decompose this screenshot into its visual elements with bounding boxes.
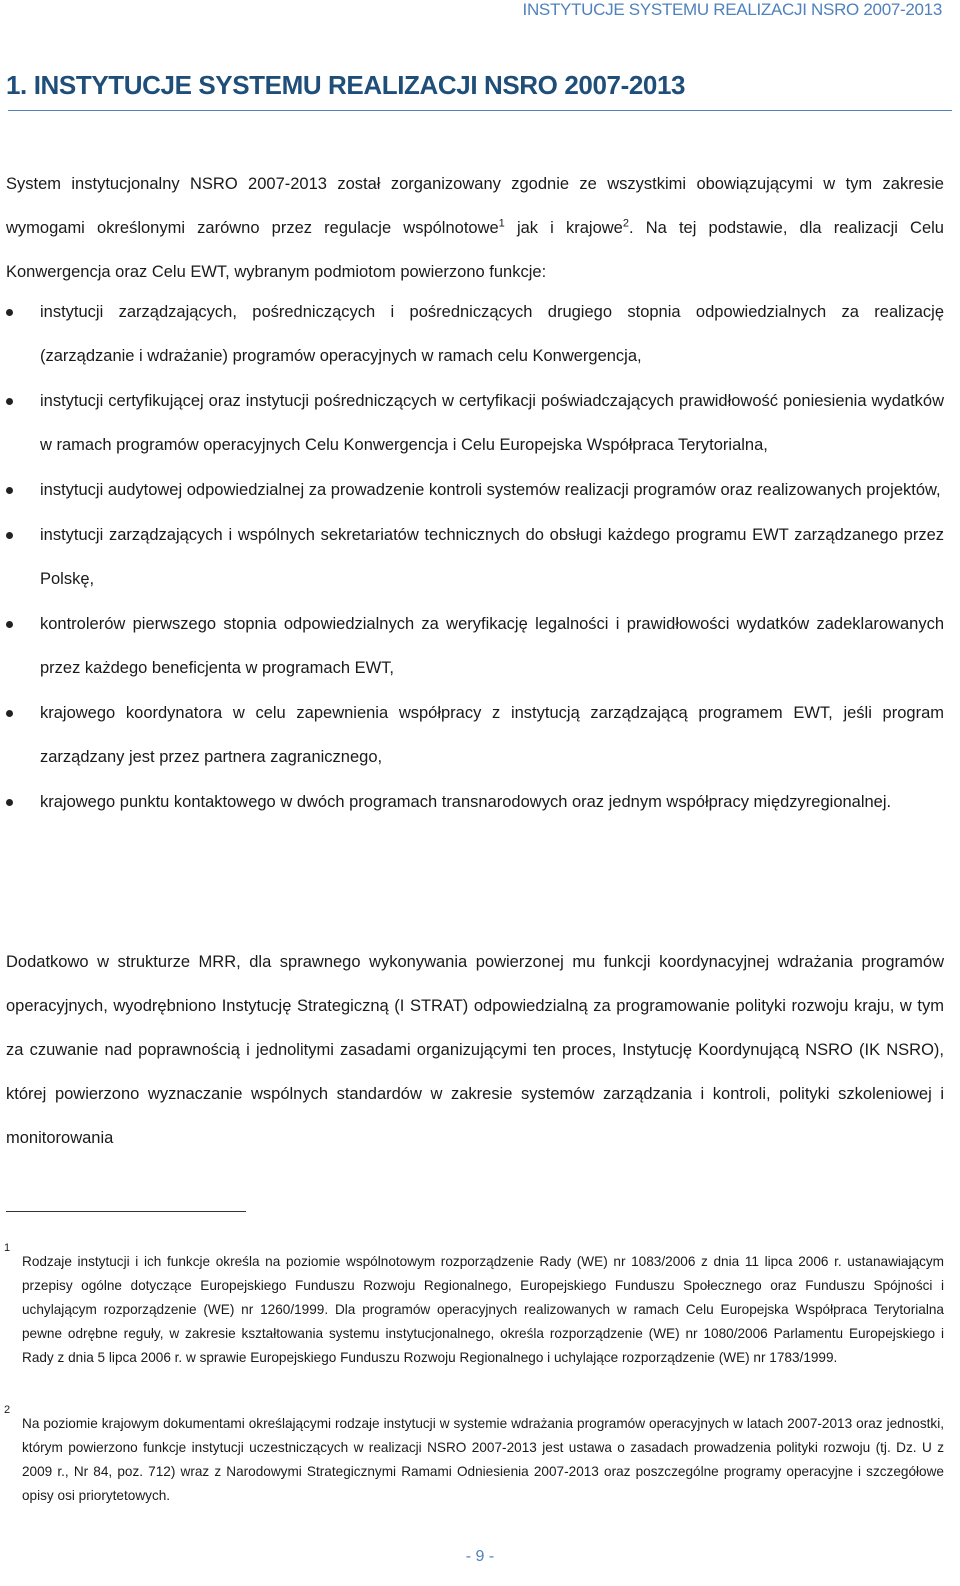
footnote-text: Rodzaje instytucji i ich funkcje określa na poziomie wspólnotowym rozporządzenie Rady (WE) nr 1083/2006 z dnia 11 lipca 2006 r. ustanawiającym przepisy ogólne dotyczące Europejskiego Funduszu Rozwoju Regionalnego, Europejskiego Funduszu Społecznego oraz Funduszu Spójności i uchylającym rozporządzenie (WE) nr 1260/1999. Dla programów operacyjnych realizowanych w ramach Celu Europejska Współpraca Terytorialna pewne odrębne reguły, w zakresie kształtowania systemu instytucjonalnego, określa rozporządzenie (WE) nr 1080/2006 Parlamentu Europejskiego i Rady z dnia 5 lipca 2006 r. w sprawie Europejskiego Funduszu Rozwoju Regionalnego i uchylające rozporządzenie (WE) nr 1783/1999.	[22, 1254, 944, 1365]
footnote-ref-2[interactable]: 2	[622, 217, 629, 230]
list-item-text: instytucji zarządzających i wspólnych sekretariatów technicznych do obsługi każdego programu EWT zarządzanego przez Polskę,	[40, 526, 944, 588]
footnote-separator	[6, 1211, 246, 1212]
list-item-text: instytucji audytowej odpowiedzialnej za prowadzenie kontroli systemów realizacji programów oraz realizowanych projektów,	[40, 481, 941, 499]
intro-text-middle: jak i krajowe	[504, 219, 623, 237]
list-item-text: kontrolerów pierwszego stopnia odpowiedzialnych za weryfikację legalności i prawidłowości wydatków zadeklarowanych przez każdego beneficjenta w programach EWT,	[40, 615, 944, 677]
list-item	[0, 691, 944, 779]
page-number: - 9 -	[465, 1548, 495, 1565]
list-item	[0, 602, 944, 690]
bullet-icon	[6, 710, 13, 717]
list-item-text: instytucji certyfikującej oraz instytucji pośredniczących w certyfikacji poświadczających prawidłowość poniesienia wydatków w ramach programów operacyjnych Celu Konwergencja i Celu Europejska Współpraca Terytorialna,	[40, 392, 944, 454]
footnote-text: Na poziomie krajowym dokumentami określającymi rodzaje instytucji w systemie wdrażania programów operacyjnych w latach 2007-2013 oraz jednostki, którym powierzono funkcje instytucji uczestniczących w realizacji NSRO 2007-2013 jest ustawa o zasadach prowadzenia polityki rozwoju (tj. Dz. U z 2009 r., Nr 84, poz. 712) wraz z Narodowymi Strategicznymi Ramami Odniesienia 2007-2013 oraz poszczególne programy operacyjne i szczegółowe opisy osi priorytetowych.	[22, 1416, 944, 1503]
heading-underline	[8, 110, 952, 111]
list-item	[0, 468, 944, 512]
bullet-icon	[6, 487, 13, 494]
intro-text-start: System instytucjonalny NSRO 2007-2013 został zorganizowany zgodnie ze wszystkimi obowiązującymi w tym zakresie wymogami określonymi zarówno przez regulacje wspólnotowe	[6, 175, 944, 237]
footnote-ref-1[interactable]: 1	[498, 217, 505, 230]
list-item	[0, 290, 944, 378]
running-header: INSTYTUCJE SYSTEMU REALIZACJI NSRO 2007-2013	[522, 0, 942, 19]
functions-list	[0, 290, 944, 825]
footnote-number: 1	[4, 1242, 11, 1254]
footnote-2	[4, 1404, 944, 1508]
list-item	[0, 379, 944, 467]
closing-paragraph: Dodatkowo w strukturze MRR, dla sprawnego wykonywania powierzonej mu funkcji koordynacyjnej wdrażania programów operacyjnych, wyodrębniono Instytucję Strategiczną (I STRAT) odpowiedzialną za programowanie polityki rozwoju kraju, w tym za czuwanie nad poprawnością i jednolitymi zasadami organizującymi ten proces, Instytucję Koordynującą NSRO (IK NSRO), której powierzono wyznaczanie wspólnych standardów w zakresie systemów zarządzania i kontroli, polityki szkoleniowej i monitorowania	[6, 953, 944, 1147]
bullet-icon	[6, 799, 13, 806]
list-item	[0, 513, 944, 601]
list-item-text: krajowego koordynatora w celu zapewnienia współpracy z instytucją zarządzającą programem EWT, jeśli program zarządzany jest przez partnera zagranicznego,	[40, 704, 944, 766]
footnote-number: 2	[4, 1404, 11, 1416]
list-item-text: instytucji zarządzających, pośredniczących i pośredniczących drugiego stopnia odpowiedzialnych za realizację (zarządzanie i wdrażanie) programów operacyjnych w ramach celu Konwergencja,	[40, 303, 944, 365]
intro-text-end: . Na tej podstawie, dla realizacji Celu Konwergencja oraz Celu EWT, wybranym podmiotom powierzono funkcje:	[6, 219, 944, 281]
section-heading: 1. INSTYTUCJE SYSTEMU REALIZACJI NSRO 2007-2013	[6, 70, 686, 100]
intro-paragraph	[6, 162, 944, 294]
bullet-icon	[6, 398, 13, 405]
bullet-icon	[6, 532, 13, 539]
list-item	[0, 780, 944, 824]
list-item-text: krajowego punktu kontaktowego w dwóch programach transnarodowych oraz jednym współpracy międzyregionalnej.	[40, 793, 892, 811]
footnote-1	[4, 1242, 944, 1370]
bullet-icon	[6, 621, 13, 628]
bullet-icon	[6, 309, 13, 316]
